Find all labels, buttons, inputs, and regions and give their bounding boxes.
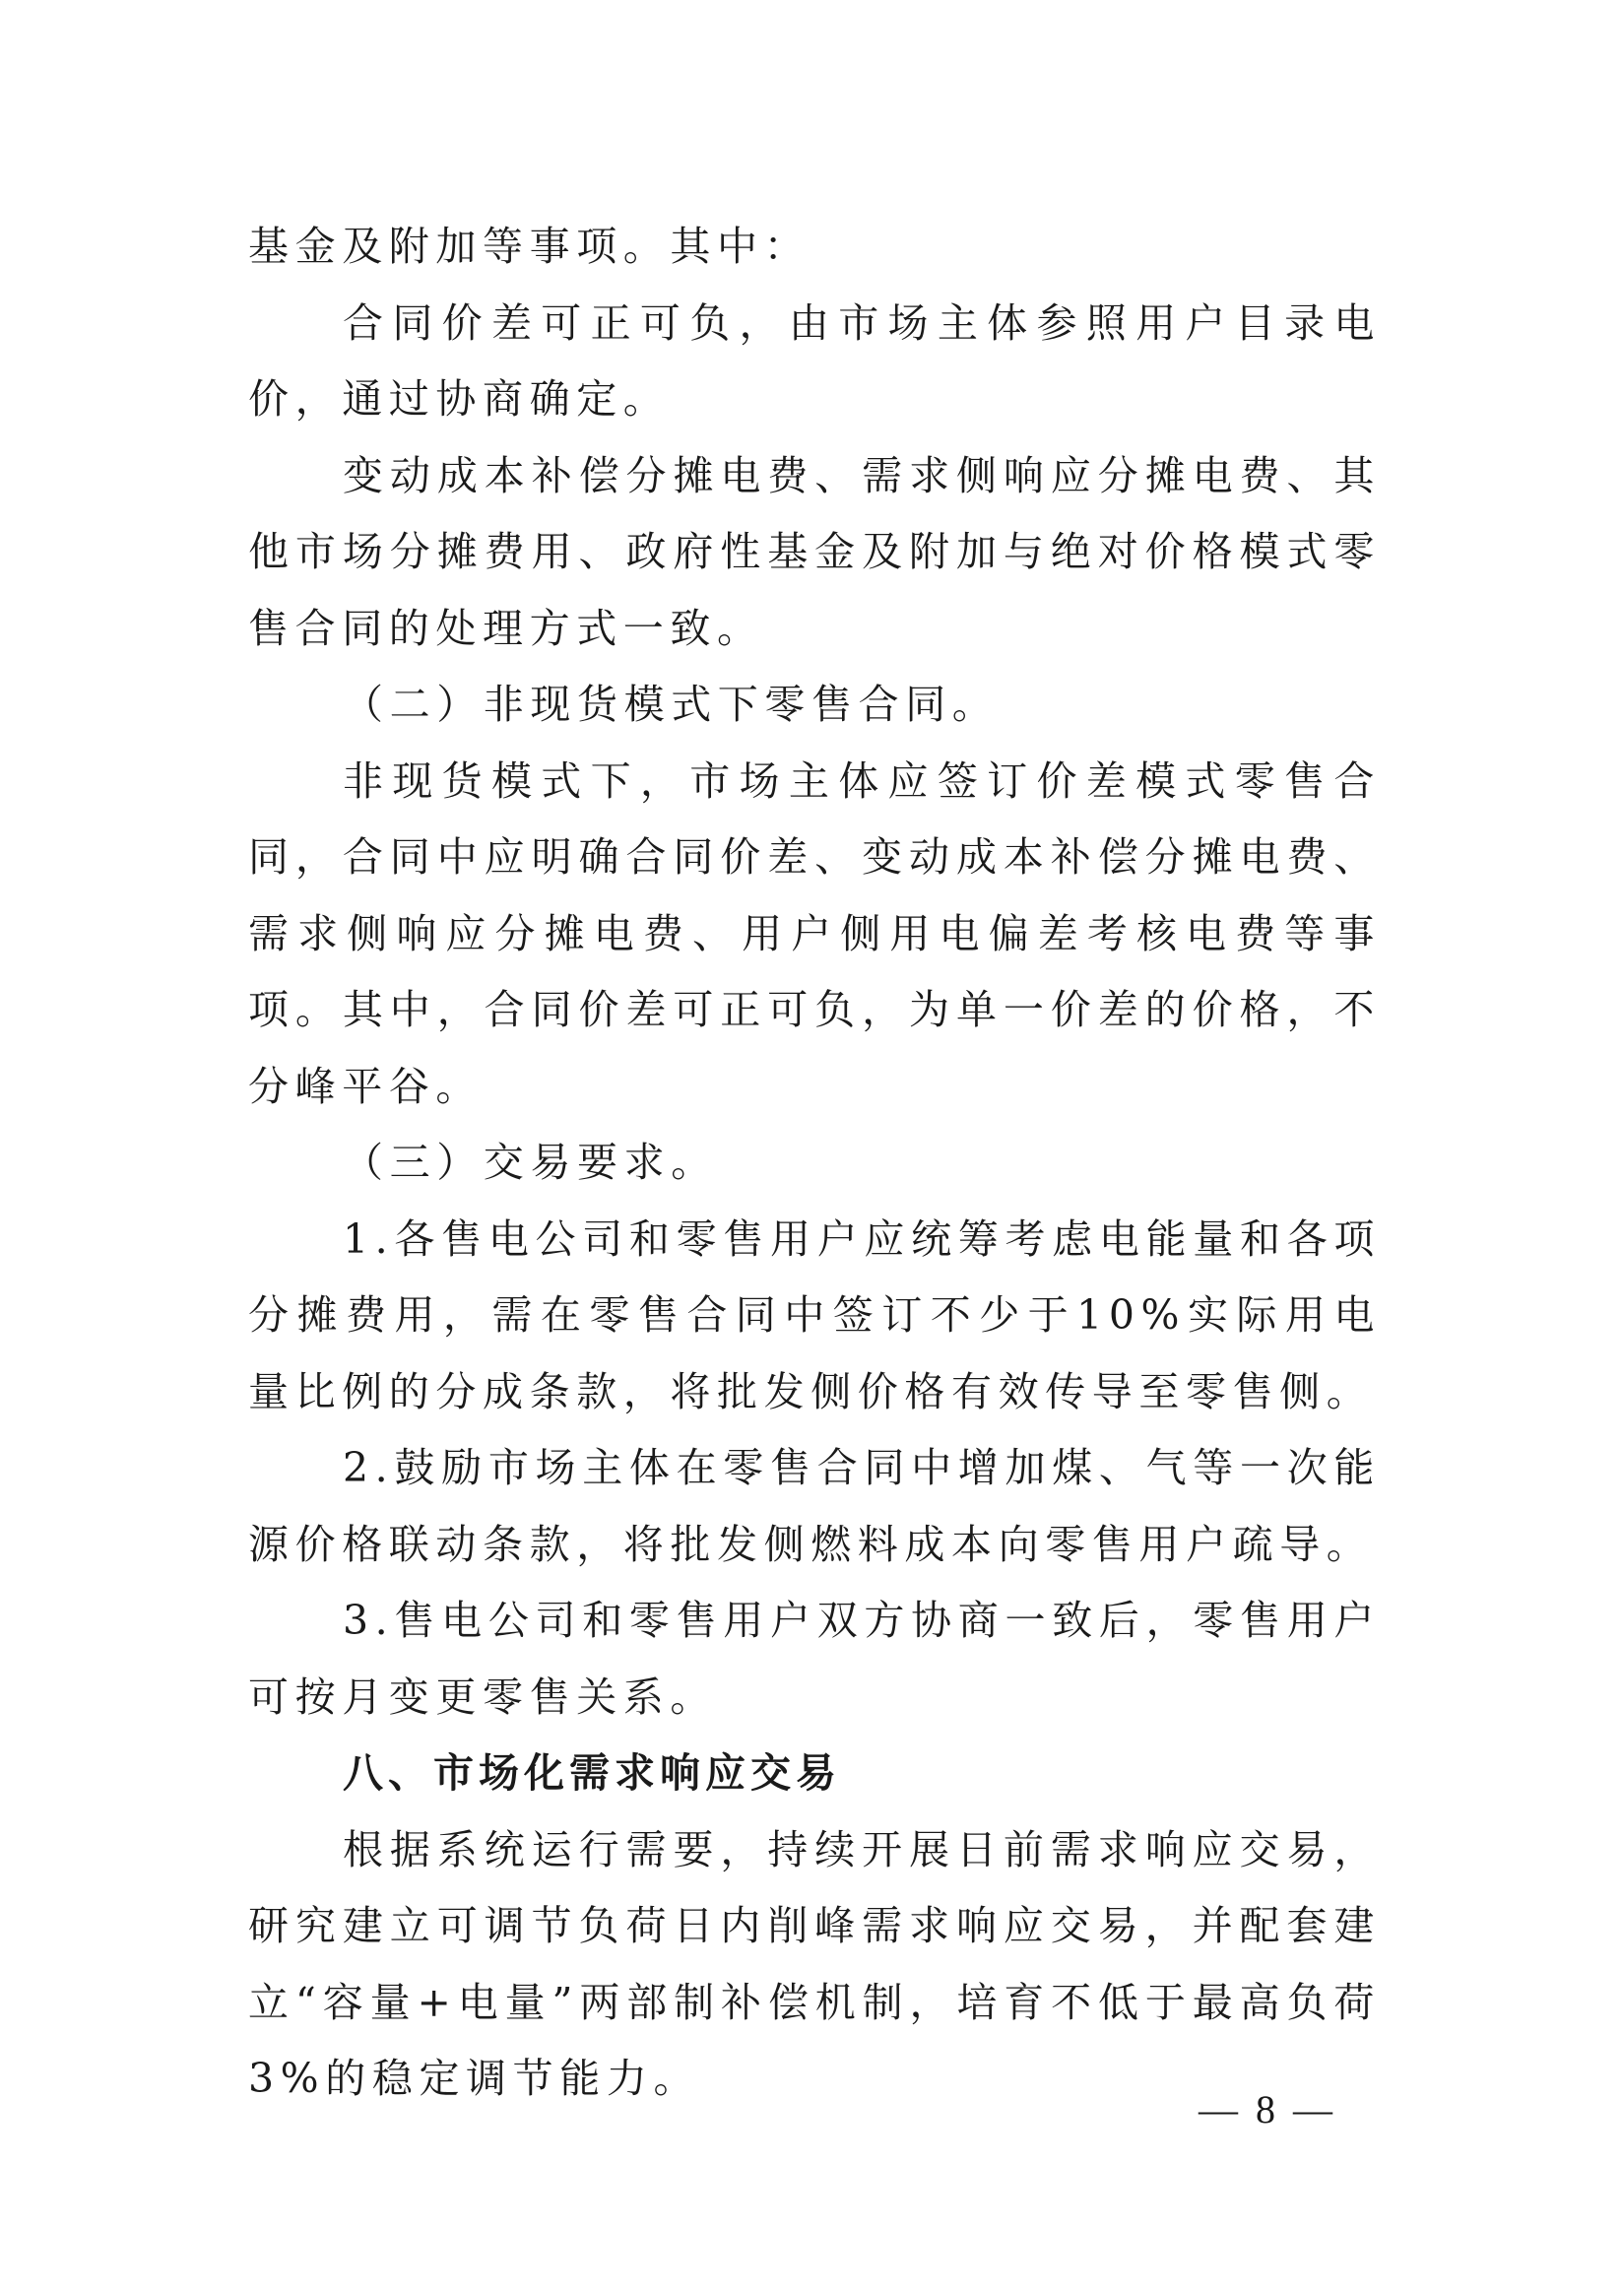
- subheading-non-spot-retail-contract: （二）非现货模式下零售合同。: [343, 681, 1000, 728]
- page-number: — 8 —: [1199, 2087, 1336, 2132]
- section-heading-demand-response: 八、市场化需求响应交易: [343, 1749, 841, 1797]
- paragraph-contract-spread: 合同价差可正可负，由市场主体参照用户目录电价，通过协商确定。: [248, 298, 1381, 423]
- paragraph-demand-response: 根据系统运行需要，持续开展日前需求响应交易，研究建立可调节负荷日内削峰需求响应交易，并配套建立“容量+电量”两部制补偿机制，培育不低于最高负荷3%的稳定调节能力。: [248, 1825, 1381, 2102]
- paragraph-cost-allocation: 变动成本补偿分摊电费、需求侧响应分摊电费、其他市场分摊费用、政府性基金及附加与绝对价格模式零售合同的处理方式一致。: [248, 451, 1381, 652]
- paragraph-non-spot-mode: 非现货模式下，市场主体应签订价差模式零售合同，合同中应明确合同价差、变动成本补偿分摊电费、需求侧响应分摊电费、用户侧用电偏差考核电费等事项。其中，合同价差可正可负，为单一价差的价格，不分峰平谷。: [248, 756, 1381, 1110]
- paragraph-fund-continuation: 基金及附加等事项。其中：: [248, 223, 811, 270]
- list-item-requirement-3: 3.售电公司和零售用户双方协商一致后，零售用户可按月变更零售关系。: [248, 1597, 1381, 1721]
- list-item-requirement-1: 1.各售电公司和零售用户应统筹考虑电能量和各项分摊费用，需在零售合同中签订不少于10%实际用电量比例的分成条款，将批发侧价格有效传导至零售侧。: [248, 1214, 1381, 1415]
- subheading-trading-requirements: （三）交易要求。: [343, 1139, 718, 1186]
- list-item-requirement-2: 2.鼓励市场主体在零售合同中增加煤、气等一次能源价格联动条款，将批发侧燃料成本向零售用户疏导。: [248, 1444, 1381, 1568]
- document-body: [248, 209, 1381, 2118]
